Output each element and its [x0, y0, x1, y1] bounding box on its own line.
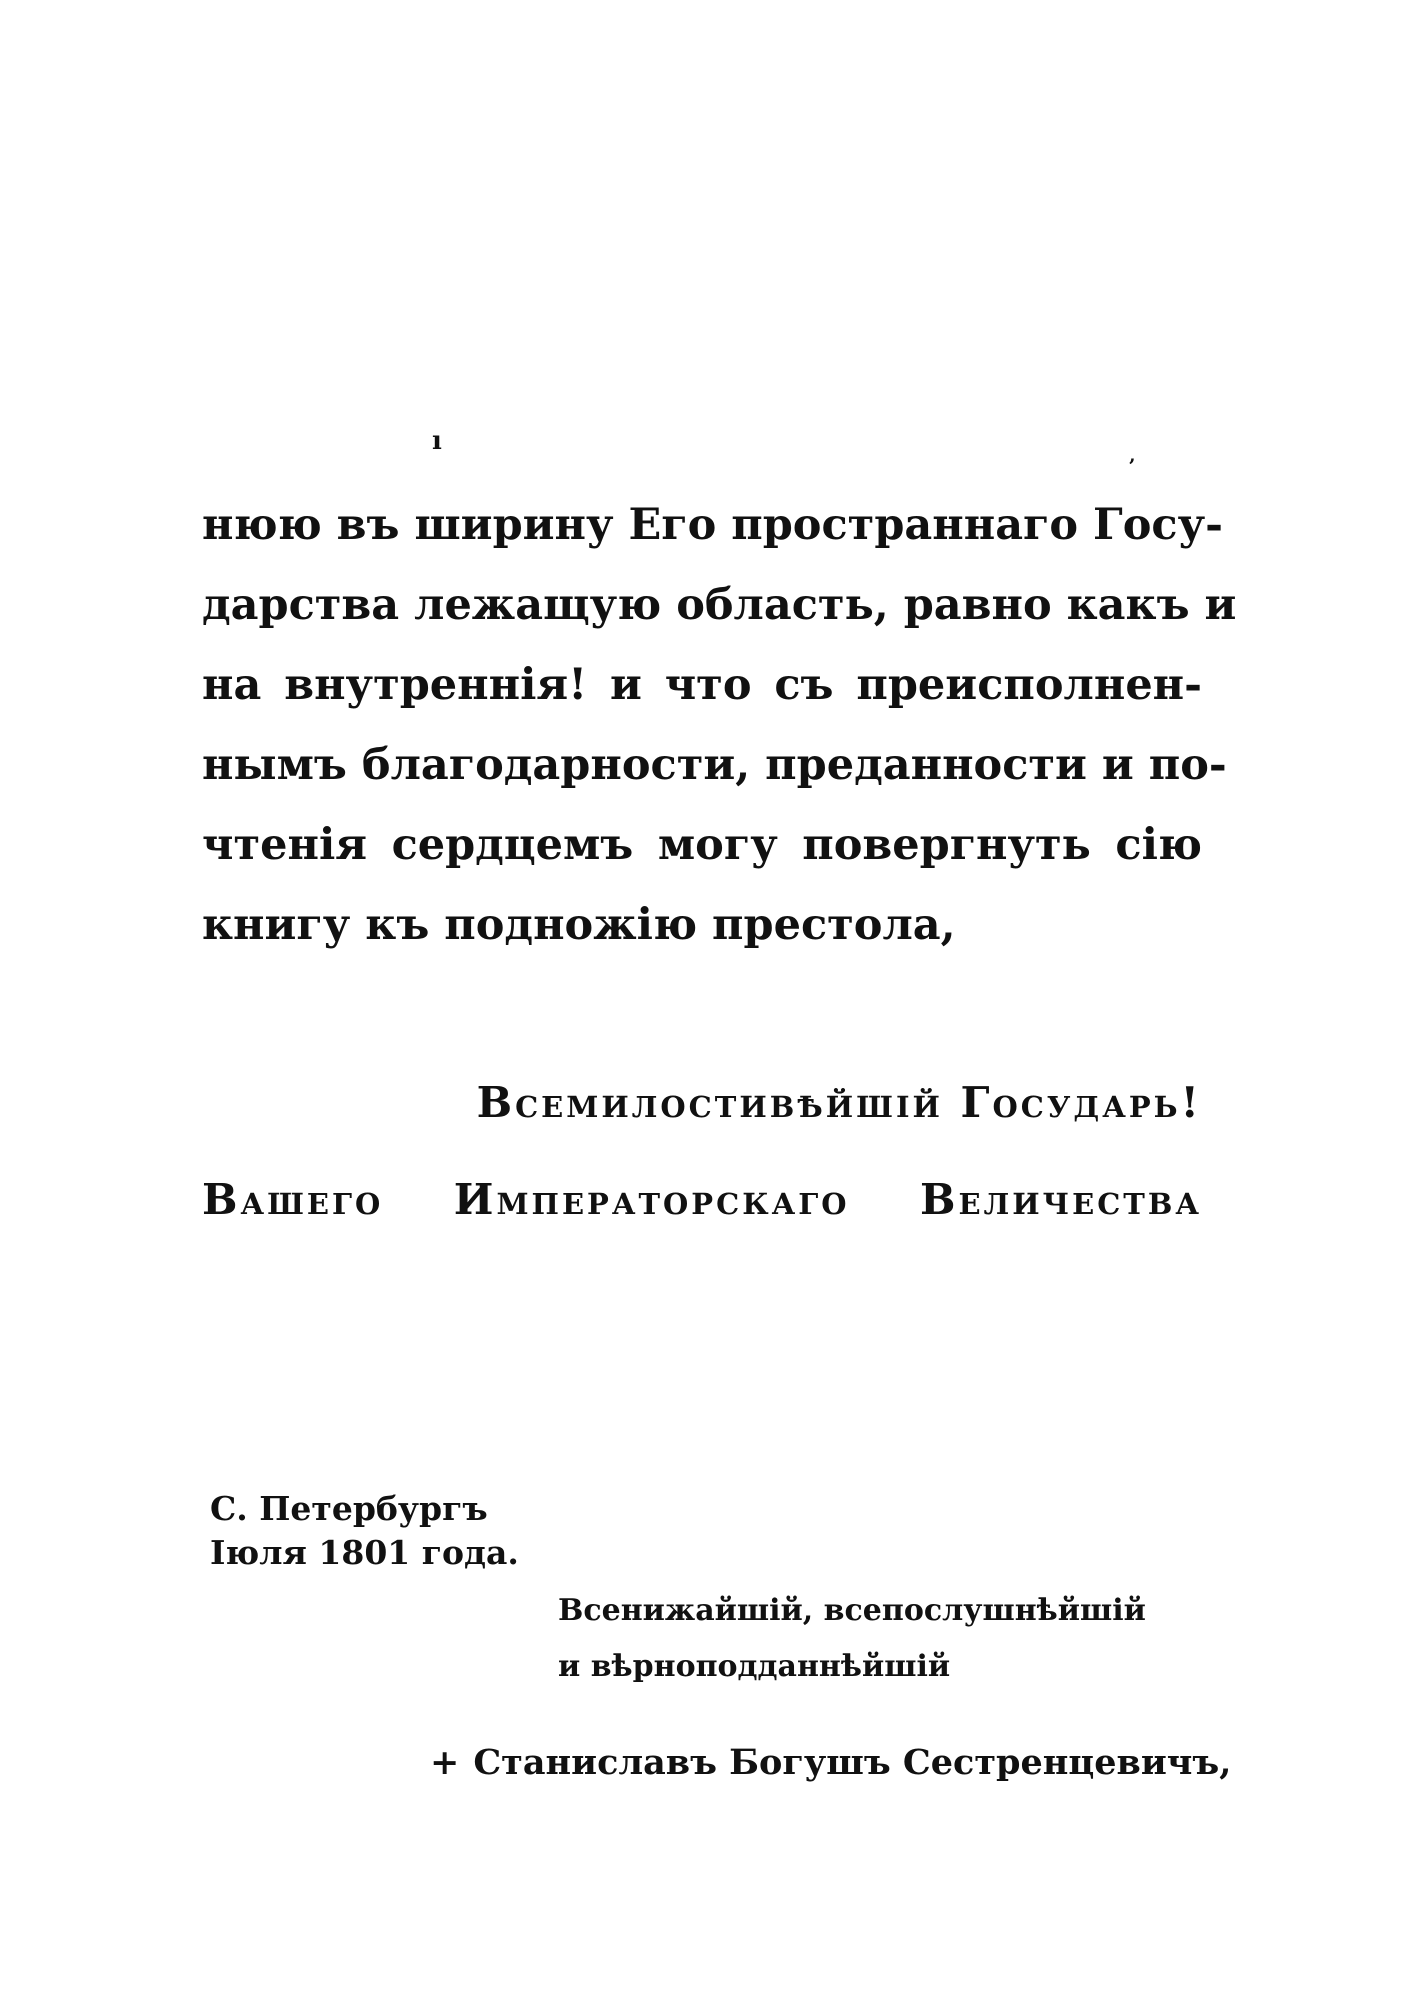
body-line: книгу къ подножію престола,	[202, 900, 956, 950]
body-line: чтенія сердцемъ могу повергнуть сію	[202, 820, 1202, 870]
stray-mark: ʼ	[1128, 454, 1135, 478]
body-line: нымъ благодарности, преданности и по-	[202, 740, 1227, 790]
closing-salutation: Всемилостивѣйшій Государь!	[476, 1078, 1202, 1127]
body-line: нюю въ ширину Его пространнаго Госу-	[202, 500, 1223, 550]
sign-off-line: Всенижайшій, всепослушнѣйшій	[558, 1593, 1146, 1628]
date: Іюля 1801 года.	[210, 1533, 519, 1572]
stray-mark: ı	[432, 426, 442, 456]
signature	[430, 1742, 1231, 1783]
body-line: на внутреннія! и что съ преисполнен-	[202, 660, 1202, 710]
cross-icon: +	[430, 1742, 460, 1783]
body-paragraph	[202, 485, 1237, 965]
place-date-block	[210, 1487, 519, 1575]
place: С. Петербургъ	[210, 1489, 488, 1528]
signature-name: Станиславъ Богушъ Сестренцевичъ,	[473, 1742, 1232, 1783]
sign-off-block	[558, 1583, 1146, 1695]
closing-majesty: Вашего Императорскаго Величества	[202, 1175, 1202, 1224]
body-line: дарства лежащую область, равно какъ и	[202, 580, 1237, 630]
sign-off-line: и вѣрноподданнѣйшій	[558, 1649, 951, 1684]
